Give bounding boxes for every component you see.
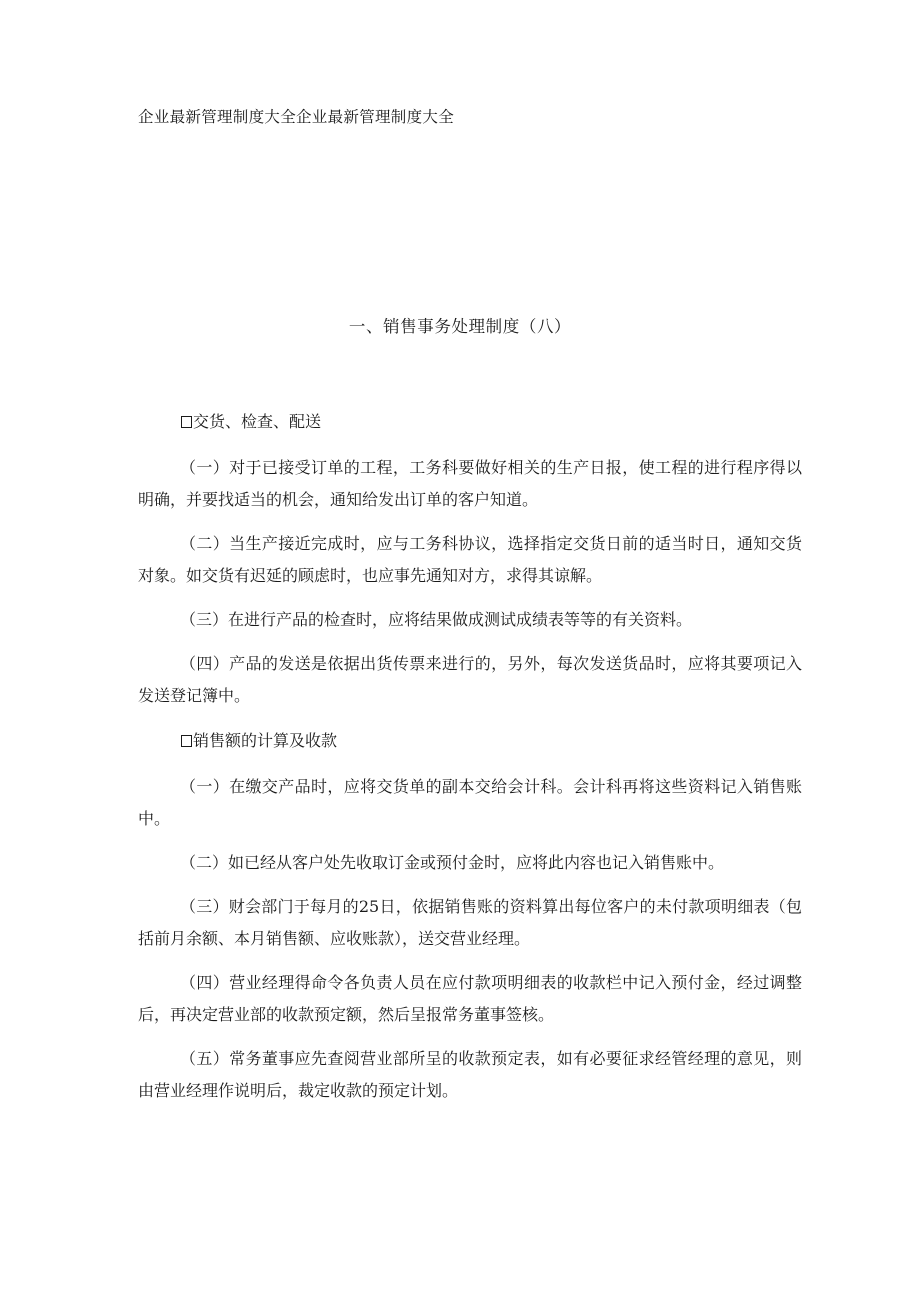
paragraph: （三）在进行产品的检查时，应将结果做成测试成绩表等等的有关资料。 [180,610,693,629]
document-body [138,405,802,1107]
section-heading-delivery [138,405,802,439]
page-header: 企业最新管理制度大全企业最新管理制度大全 [138,108,455,126]
paragraph: （二）当生产接近完成时，应与工务科协议，选择指定交货日前的适当时日，通知交货对象。如交货有迟延的顾虑时，也应事先通知对方，求得其谅解。 [138,534,802,585]
paragraph: （五）常务董事应先查阅营业部所呈的收款预定表，如有必要征求经管经理的意见，则由营业经理作说明后，裁定收款的预定计划。 [138,1049,802,1100]
document-title: 一、销售事务处理制度（八） [348,317,572,336]
paragraph: （四）营业经理得命令各负责人员在应付款项明细表的收款栏中记入预付金，经过调整后，再决定营业部的收款预定额，然后呈报常务董事签核。 [138,973,802,1024]
paragraph: （一）对于已接受订单的工程，工务科要做好相关的生产日报，使工程的进行程序得以明确，并要找适当的机会，通知给发出订单的客户知道。 [138,458,802,509]
paragraph: （四）产品的发送是依据出货传票来进行的，另外，每次发送货品时，应将其要项记入发送登记簿中。 [138,654,802,705]
paragraph: （三）财会部门于每月的25日，依据销售账的资料算出每位客户的未付款项明细表（包括前月余额、本月销售额、应收账款），送交营业经理。 [138,897,802,948]
paragraph: （二）如已经从客户处先收取订金或预付金时，应将此内容也记入销售账中。 [180,853,725,872]
paragraph: （一）在缴交产品时，应将交货单的副本交给会计科。会计科再将这些资料记入销售账中。 [138,777,802,828]
section-heading-text: 销售额的计算及收款 [193,731,338,750]
section-heading-sales [138,724,802,758]
checkbox-square-icon [181,416,192,428]
checkbox-square-icon [181,735,192,747]
section-heading-text: 交货、检查、配送 [193,412,322,431]
